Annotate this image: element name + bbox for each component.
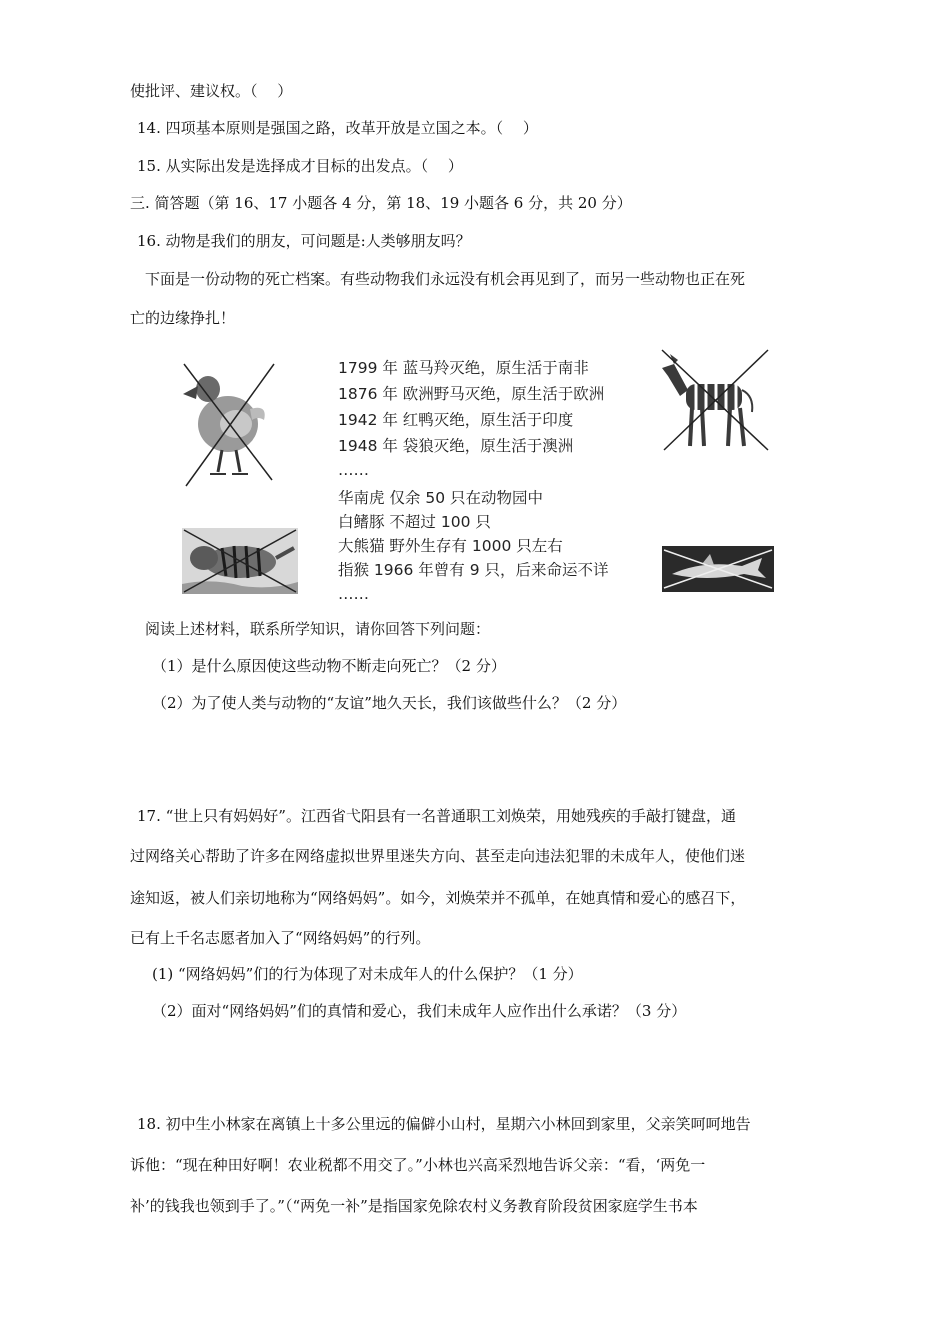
paragraph-line: 亡的边缘挣扎！ [130,309,236,327]
extinct-item: 1942 年 红鸭灭绝，原生活于印度 [338,411,574,429]
section-heading: 三. 简答题（第 16、17 小题各 4 分，第 18、19 小题各 6 分，共 20 分） [130,194,632,212]
question-18: 18. 初中生小林家在离镇上十多公里远的偏僻小山村，星期六小林回到家里，父亲笑呵呵地告 [137,1115,751,1133]
cross-mark-icon [182,528,298,594]
sub-question: (1) “网络妈妈”们的行为体现了对未成年人的什么保护？（1 分） [152,965,583,983]
endangered-item: 白鳍豚 不超过 100 只 [338,513,491,531]
extinct-item: …… [338,461,369,479]
question-17: 17. “世上只有妈妈好”。江西省弋阳县有一名普通职工刘焕荣，用她残疾的手敲打键盘，通 [137,807,736,825]
question-14: 14. 四项基本原则是强国之路，改革开放是立国之本。（ ） [137,119,538,137]
endangered-item: …… [338,585,369,603]
cross-mark-icon [656,346,774,456]
extinct-item: 1876 年 欧洲野马灭绝，原生活于欧洲 [338,385,605,403]
paragraph-line: 途知返，被人们亲切地称为“网络妈妈”。如今，刘焕荣并不孤单，在她真情和爱心的感召下， [130,889,746,907]
paragraph-line: 已有上千名志愿者加入了“网络妈妈”的行列。 [130,929,431,947]
extinct-item: 1799 年 蓝马羚灭绝，原生活于南非 [338,359,589,377]
extinction-figure [178,344,788,604]
sub-question: （1）是什么原因使这些动物不断走向死亡？（2 分） [152,657,506,675]
extinct-item: 1948 年 袋狼灭绝，原生活于澳洲 [338,437,574,455]
text-line-1: 使批评、建议权。（ ） [130,82,293,100]
question-16: 16. 动物是我们的朋友，可问题是:人类够朋友吗？ [137,232,471,250]
paragraph-line: 过网络关心帮助了许多在网络虚拟世界里迷失方向、甚至走向违法犯罪的未成年人，使他们迷 [130,847,746,865]
sub-question: （2）为了使人类与动物的“友谊”地久天长，我们该做些什么？（2 分） [152,694,627,712]
instruction-line: 阅读上述材料，联系所学知识，请你回答下列问题： [145,620,491,638]
question-15: 15. 从实际出发是选择成才目标的出发点。（ ） [137,157,463,175]
paragraph-line: 补’的钱我也领到手了。”（“两免一补”是指国家免除农村义务教育阶段贫困家庭学生书本 [130,1197,698,1215]
cross-mark-icon [178,354,278,494]
sub-question: （2）面对“网络妈妈”们的真情和爱心，我们未成年人应作出什么承诺？（3 分） [152,1002,687,1020]
endangered-item: 指猴 1966 年曾有 9 只，后来命运不详 [338,561,609,579]
paragraph-line: 诉他：“现在种田好啊！农业税都不用交了。”小林也兴高采烈地告诉父亲：“看，‘两免一 [130,1156,706,1174]
cross-mark-icon [662,546,774,592]
endangered-item: 大熊猫 野外生存有 1000 只左右 [338,537,563,555]
endangered-item: 华南虎 仅余 50 只在动物园中 [338,489,544,507]
paragraph-line: 下面是一份动物的死亡档案。有些动物我们永远没有机会再见到了，而另一些动物也正在死 [145,270,746,288]
